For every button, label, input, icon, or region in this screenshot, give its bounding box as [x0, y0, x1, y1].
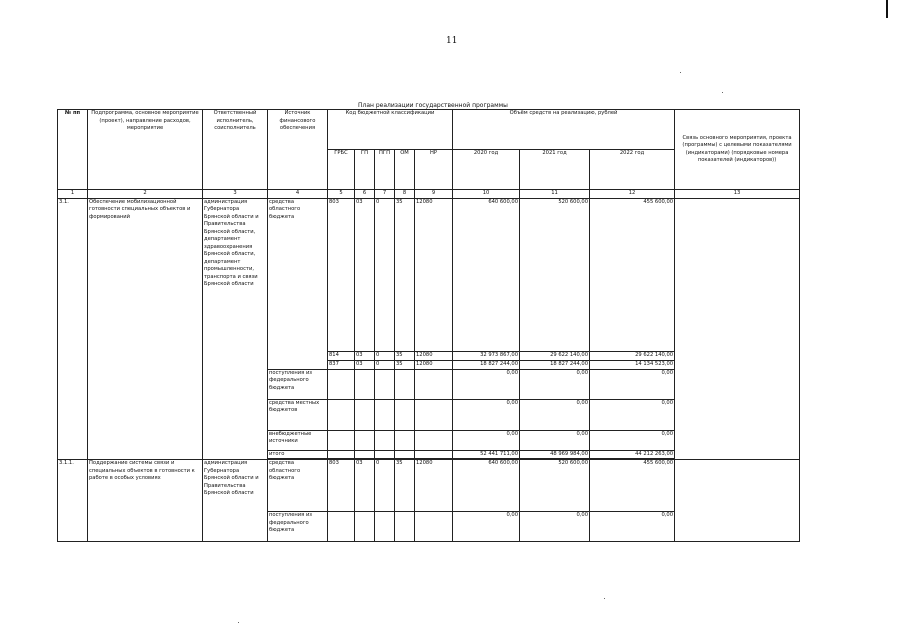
table-header-row	[58, 110, 800, 150]
cell-2021: 0,00	[520, 399, 590, 430]
column-number-row	[58, 190, 800, 199]
row-source: внебюджетные источники	[268, 430, 328, 450]
column-number: 5	[328, 190, 355, 199]
cell-2020: 0,00	[453, 399, 520, 430]
column-number: 10	[453, 190, 520, 199]
cell-pgp: 0	[375, 198, 395, 351]
row-num: 3.1.	[58, 198, 88, 460]
row-link	[675, 460, 800, 542]
cell-grbs: 814	[328, 351, 355, 360]
row-source: средства областного бюджета	[268, 460, 328, 512]
row-source: средства местных бюджетов	[268, 399, 328, 430]
program-plan-table	[57, 109, 800, 542]
table-title: План реализации государственной программы	[358, 102, 508, 109]
row-source: поступления из федерального бюджета	[268, 369, 328, 399]
cell-2021: 48 969 984,00	[520, 450, 590, 459]
cell-pgp: 0	[375, 460, 395, 512]
cell-om: 35	[395, 351, 415, 360]
row-executor: администрация Губернатора Брянской области и Правительства Брянской области, департамент здравоохранения Брянской области, департамент промышленности, транспорта и связи Брянской области	[203, 198, 268, 460]
cell-2020: 32 973 867,00	[453, 351, 520, 360]
page-number: 11	[446, 36, 458, 46]
cell-2021: 0,00	[520, 512, 590, 542]
scan-speck	[604, 598, 605, 599]
cell-2020: 0,00	[453, 369, 520, 399]
cell-2022: 0,00	[590, 430, 675, 450]
header-2020: 2020 год	[453, 150, 520, 190]
header-grbs: ГРБС	[328, 150, 355, 190]
column-number: 2	[88, 190, 203, 199]
cell-2022: 455 600,00	[590, 198, 675, 351]
header-source: Источник финансового обеспечения	[268, 110, 328, 190]
cell-2022: 0,00	[590, 369, 675, 399]
column-number: 4	[268, 190, 328, 199]
cell-gp: 03	[355, 360, 375, 369]
cell-2022: 29 622 140,00	[590, 351, 675, 360]
row-executor: администрация Губернатора Брянской области и Правительства Брянской области	[203, 460, 268, 542]
column-number: 1	[58, 190, 88, 199]
row-name: Обеспечение мобилизационной готовности специальных объектов и формирований	[88, 198, 203, 460]
scan-speck	[680, 72, 681, 73]
header-code-group: Код бюджетной классификации	[328, 110, 453, 150]
header-2021: 2021 год	[520, 150, 590, 190]
row-source: поступления из федерального бюджета	[268, 512, 328, 542]
cell-gp: 03	[355, 198, 375, 351]
header-pgp: ПГП	[375, 150, 395, 190]
cell-2021: 0,00	[520, 369, 590, 399]
header-num: № пп	[58, 110, 88, 190]
cell-2022: 14 134 523,00	[590, 360, 675, 369]
cell-2022: 455 600,00	[590, 460, 675, 512]
cell-om: 35	[395, 460, 415, 512]
scan-speck	[722, 92, 723, 93]
header-name: Подпрограмма, основное мероприятие (проект), направление расходов, мероприятие	[88, 110, 203, 190]
row-name: Поддержание системы связи и специальных объектов в готовности к работе в особых условиях	[88, 460, 203, 542]
column-number: 13	[675, 190, 800, 199]
cell-om: 35	[395, 360, 415, 369]
cell-pgp: 0	[375, 351, 395, 360]
row-source: итого	[268, 450, 328, 459]
cell-grbs: 803	[328, 198, 355, 351]
cell-2020: 0,00	[453, 430, 520, 450]
header-executor: Ответственный исполнитель, соисполнитель	[203, 110, 268, 190]
row-num: 3.1.1.	[58, 460, 88, 542]
column-number: 6	[355, 190, 375, 199]
column-number: 12	[590, 190, 675, 199]
cell-2022: 44 212 263,00	[590, 450, 675, 459]
row-link	[675, 198, 800, 460]
cell-nr: 12080	[415, 351, 453, 360]
cell-om: 35	[395, 198, 415, 351]
cell-grbs: 803	[328, 460, 355, 512]
cell-nr: 12080	[415, 460, 453, 512]
cell-2020: 52 441 711,00	[453, 450, 520, 459]
scan-speck	[238, 622, 239, 623]
column-number: 9	[415, 190, 453, 199]
cell-gp: 03	[355, 351, 375, 360]
cell-gp: 03	[355, 460, 375, 512]
cell-2021: 18 827 244,00	[520, 360, 590, 369]
column-number: 3	[203, 190, 268, 199]
cell-2020: 0,00	[453, 512, 520, 542]
cell-pgp: 0	[375, 360, 395, 369]
scan-edge-mark	[886, 0, 888, 18]
cell-2020: 18 827 244,00	[453, 360, 520, 369]
cell-2022: 0,00	[590, 399, 675, 430]
cell-nr: 12080	[415, 198, 453, 351]
cell-grbs: 837	[328, 360, 355, 369]
header-om: ОМ	[395, 150, 415, 190]
cell-nr: 12080	[415, 360, 453, 369]
header-gp: ГП	[355, 150, 375, 190]
cell-2021: 29 622 140,00	[520, 351, 590, 360]
table-row	[58, 460, 800, 512]
header-nr: НР	[415, 150, 453, 190]
cell-2020: 640 600,00	[453, 198, 520, 351]
cell-2021: 0,00	[520, 430, 590, 450]
cell-2022: 0,00	[590, 512, 675, 542]
cell-2020: 640 600,00	[453, 460, 520, 512]
row-source: средства областного бюджета	[268, 198, 328, 369]
header-link: Связь основного мероприятия, проекта (программы) с целевыми показателями (индикаторами) (порядковые номера показателей (индикаторов))	[675, 110, 800, 190]
column-number: 8	[395, 190, 415, 199]
header-volume-group: Объём средств на реализацию, рублей	[453, 110, 675, 150]
cell-2021: 520 600,00	[520, 460, 590, 512]
header-2022: 2022 год	[590, 150, 675, 190]
cell-2021: 520 600,00	[520, 198, 590, 351]
table-row	[58, 198, 800, 351]
column-number: 7	[375, 190, 395, 199]
column-number: 11	[520, 190, 590, 199]
